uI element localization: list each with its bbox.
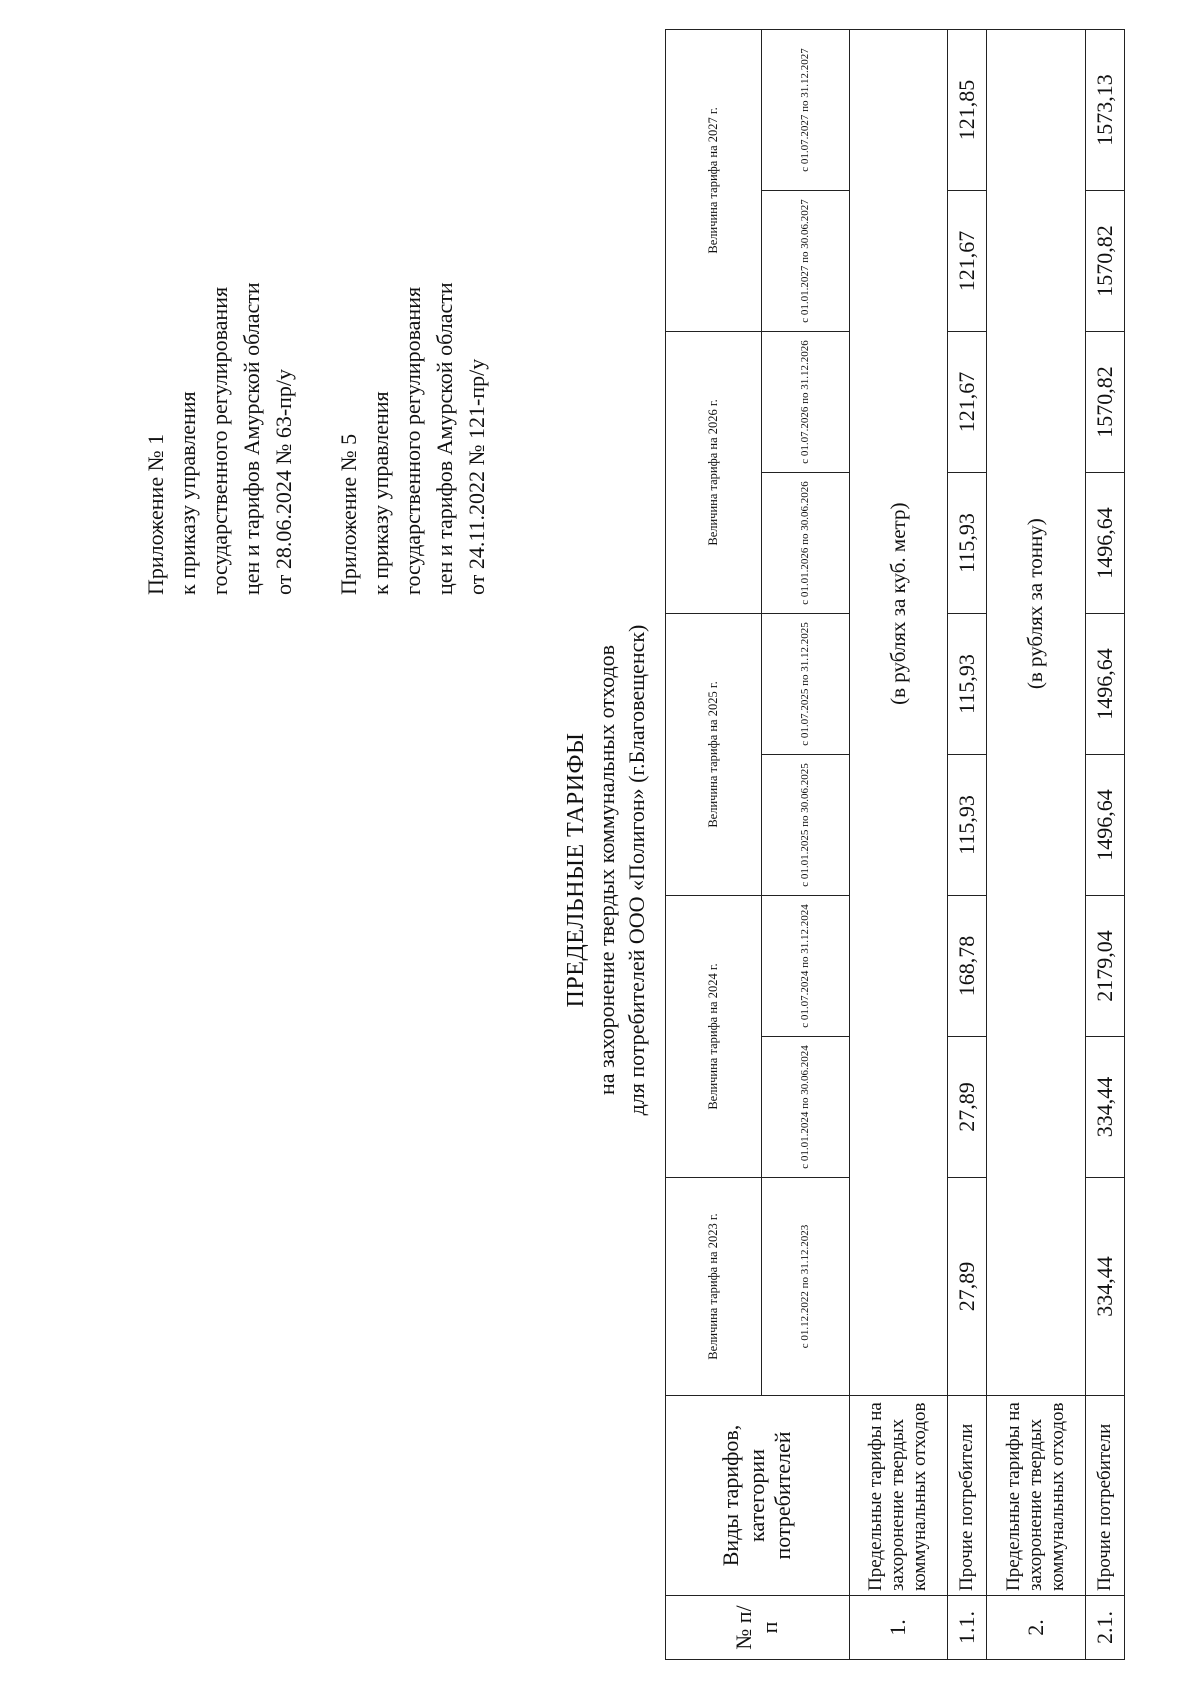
row-label: Предельные тарифы на захоронение твердых коммунальных отходов: [987, 1396, 1085, 1596]
appendix-2-note: [333, 75, 493, 595]
document-subtitle: на захоронение твердых коммунальных отходов: [594, 644, 619, 1096]
row-number: 2.: [987, 1596, 1085, 1660]
table-row: [947, 29, 986, 1659]
row-label: Прочие потребители: [947, 1396, 986, 1596]
tariff-value: 115,93: [947, 472, 986, 613]
period-header: с 01.07.2025 по 31.12.2025: [762, 613, 849, 754]
appendix-line: Приложение № 5: [336, 433, 361, 595]
period-header: с 01.07.2024 по 31.12.2024: [762, 895, 849, 1036]
tariff-value: 115,93: [947, 754, 986, 895]
appendix-line: от 24.11.2022 № 121-пр/у: [464, 358, 489, 595]
header-year-2024: Величина тарифа на 2024 г.: [666, 895, 762, 1177]
title-block: [560, 430, 652, 1310]
tariff-table: [665, 29, 1125, 1660]
period-header: с 01.01.2027 по 30.06.2027: [762, 190, 849, 331]
document-title: ПРЕДЕЛЬНЫЕ ТАРИФЫ: [563, 732, 589, 1008]
row-number: 1.: [849, 1596, 947, 1660]
appendix-line: от 28.06.2024 № 63-пр/у: [271, 368, 296, 595]
period-header: с 01.01.2026 по 30.06.2026: [762, 472, 849, 613]
unit-note: (в рублях за куб. метр): [849, 29, 947, 1177]
table-header-row: [666, 29, 762, 1659]
header-year-2026: Величина тарифа на 2026 г.: [666, 331, 762, 613]
header-year-2025: Величина тарифа на 2025 г.: [666, 613, 762, 895]
period-header: с 01.01.2024 по 30.06.2024: [762, 1037, 849, 1178]
tariff-value: 121,67: [947, 190, 986, 331]
tariff-value: 27,89: [947, 1037, 986, 1178]
appendix-line: цен и тарифов Амурской области: [432, 282, 457, 595]
period-header: с 01.07.2026 по 31.12.2026: [762, 331, 849, 472]
table-row: [849, 29, 947, 1659]
header-number: № п/п: [666, 1596, 850, 1660]
appendix-line: государственного регулирования: [400, 286, 425, 595]
period-header: с 01.07.2027 по 31.12.2027: [762, 29, 849, 190]
tariff-value: 27,89: [947, 1178, 986, 1396]
tariff-value: 334,44: [1085, 1178, 1124, 1396]
table-row: [987, 29, 1085, 1659]
tariff-value: 121,85: [947, 29, 986, 190]
period-header: с 01.12.2022 по 31.12.2023: [762, 1178, 849, 1396]
tariff-value: 1570,82: [1085, 190, 1124, 331]
tariff-value: 1496,64: [1085, 613, 1124, 754]
tariff-value: 2179,04: [1085, 895, 1124, 1036]
tariff-value: 1570,82: [1085, 331, 1124, 472]
tariff-value: 1573,13: [1085, 29, 1124, 190]
unit-note: (в рублях за тонну): [987, 29, 1085, 1177]
header-tariff-type: Виды тарифов, категории потребителей: [666, 1396, 850, 1596]
appendix-line: к приказу управления: [175, 391, 200, 595]
tariff-value: 168,78: [947, 895, 986, 1036]
period-header: с 01.01.2025 по 30.06.2025: [762, 754, 849, 895]
tariff-value: 334,44: [1085, 1037, 1124, 1178]
appendix-1-note: [140, 75, 300, 595]
row-number: 1.1.: [947, 1596, 986, 1660]
row-number: 2.1.: [1085, 1596, 1124, 1660]
appendix-line: цен и тарифов Амурской области: [239, 282, 264, 595]
table-row: [1085, 29, 1124, 1659]
tariff-value: 115,93: [947, 613, 986, 754]
header-year-2023: Величина тарифа на 2023 г.: [666, 1178, 762, 1396]
header-year-2027: Величина тарифа на 2027 г.: [666, 29, 762, 331]
document-subtitle: для потребителей ООО «Полигон» (г.Благовещенск): [624, 624, 649, 1116]
appendix-line: государственного регулирования: [207, 286, 232, 595]
tariff-value: 1496,64: [1085, 472, 1124, 613]
tariff-value: 1496,64: [1085, 754, 1124, 895]
tariff-value: 121,67: [947, 331, 986, 472]
appendix-line: Приложение № 1: [143, 433, 168, 595]
row-label: Предельные тарифы на захоронение твердых коммунальных отходов: [849, 1396, 947, 1596]
row-label: Прочие потребители: [1085, 1396, 1124, 1596]
appendix-line: к приказу управления: [368, 391, 393, 595]
